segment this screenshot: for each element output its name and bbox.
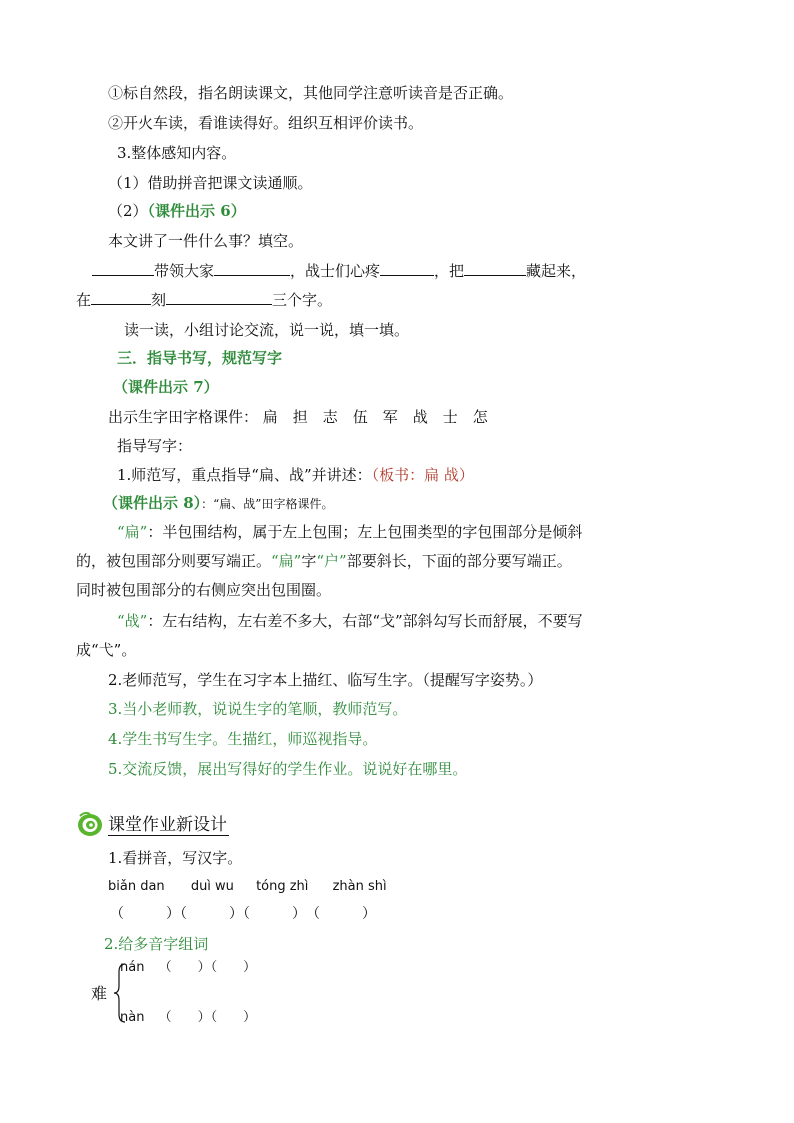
blank[interactable] <box>380 261 434 276</box>
section-title: 课堂作业新设计 <box>108 815 227 835</box>
blank-text: 藏起来， <box>526 262 587 280</box>
answer-parens[interactable]: （ ）（ ） <box>158 1010 257 1025</box>
text-suffix: ：“扁、战”田字格课件。 <box>201 497 334 511</box>
char-list: 扁 担 志 伍 军 战 士 怎 <box>262 408 488 426</box>
char-quote: “户” <box>316 552 347 570</box>
fill-blank-line <box>76 290 332 310</box>
fill-blank-line <box>92 261 586 281</box>
text-prefix: 出示生字田字格课件： <box>108 408 259 426</box>
text-line: 同时被包围部分的右侧应突出包围圈。 <box>76 581 332 599</box>
question: 1.看拼音，写汉字。 <box>108 849 243 867</box>
text: ：左右结构，左右差不多大，右部“戈”部斜勾写长而舒展，不要写 <box>147 612 583 630</box>
pinyin-row <box>108 877 387 897</box>
courseware-label: （课件出示 7） <box>113 378 219 396</box>
blank-text: ，把 <box>434 262 465 280</box>
text-line: 本文讲了一件什么事？填空。 <box>108 232 304 250</box>
text-line: 成“弋”。 <box>76 641 137 659</box>
blank[interactable] <box>464 261 526 276</box>
text-line <box>108 407 488 427</box>
text: ：半包围结构，属于左上包围；左上包围类型的字包围部分是倾斜 <box>147 523 583 541</box>
answer-parens[interactable]: （ ）（ ） <box>158 960 257 975</box>
char-quote: “扁” <box>271 552 302 570</box>
pinyin-row <box>120 958 256 978</box>
text-line: 5.交流反馈，展出写得好的学生作业。说说好在哪里。 <box>108 760 468 778</box>
text-line <box>117 522 582 542</box>
blank[interactable] <box>92 261 154 276</box>
text: 的，被包围部分则要写端正。 <box>76 552 272 570</box>
text: 部要斜长，下面的部分要写端正。 <box>346 552 572 570</box>
pinyin-row <box>120 1008 256 1028</box>
text-line: 读一读，小组讨论交流，说一说，填一填。 <box>124 321 410 339</box>
blank[interactable] <box>214 261 290 276</box>
board-note: （板书：扁 战） <box>371 466 474 484</box>
char-quote: “扁” <box>117 523 148 541</box>
text-line: 2.老师范写，学生在习字本上描红、临写生字。（提醒写字姿势。） <box>108 671 543 689</box>
pinyin: nàn <box>120 1010 145 1025</box>
text-line: ①标自然段，指名朗读课文，其他同学注意听读音是否正确。 <box>108 84 514 102</box>
pinyin: biǎn dan <box>108 879 165 894</box>
text: 字 <box>301 552 317 570</box>
snail-leaf-icon <box>76 810 104 838</box>
courseware-label: （课件出示 6） <box>147 202 246 220</box>
pinyin: zhàn shì <box>332 879 387 894</box>
section-heading: 三．指导书写，规范写字 <box>117 349 283 367</box>
text-line <box>117 611 583 631</box>
text-line: （1）借助拼音把课文读通顺。 <box>108 174 313 192</box>
pinyin: tóng zhì <box>256 879 309 894</box>
char-quote: “战” <box>117 612 148 630</box>
blank[interactable] <box>166 290 272 305</box>
text-line: 4.学生书写生字。生描红，师巡视指导。 <box>108 730 378 748</box>
blank-text: 刻 <box>151 291 167 309</box>
text-line <box>103 493 333 514</box>
text-line: 3.当小老师教，说说生字的笔顺，教师范写。 <box>108 700 408 718</box>
text-line <box>117 465 474 485</box>
text-line: ②开火车读，看谁读得好。组织互相评价读书。 <box>108 114 424 132</box>
blank-text: 在 <box>76 291 92 309</box>
text-line: 3.整体感知内容。 <box>117 144 237 162</box>
blank-text: ，战士们心疼 <box>290 262 381 280</box>
blank[interactable] <box>91 290 151 305</box>
text-line <box>108 201 246 221</box>
text-prefix: 1.师范写，重点指导“扁、战”并讲述： <box>117 466 372 484</box>
courseware-label: （课件出示 8） <box>103 494 202 512</box>
pinyin: nán <box>120 960 145 975</box>
polyphone-char: 难 <box>91 984 108 1003</box>
answer-parens[interactable]: （ ）（ ）（ ） （ ） <box>110 906 376 922</box>
blank-text: 三个字。 <box>272 291 333 309</box>
pinyin: duì wu <box>190 879 234 894</box>
text-line: 指导写字： <box>117 437 193 455</box>
question: 2.给多音字组词 <box>104 935 209 953</box>
text-prefix: （2） <box>108 202 148 220</box>
blank-text: 带领大家 <box>154 262 215 280</box>
text-line <box>76 551 572 571</box>
